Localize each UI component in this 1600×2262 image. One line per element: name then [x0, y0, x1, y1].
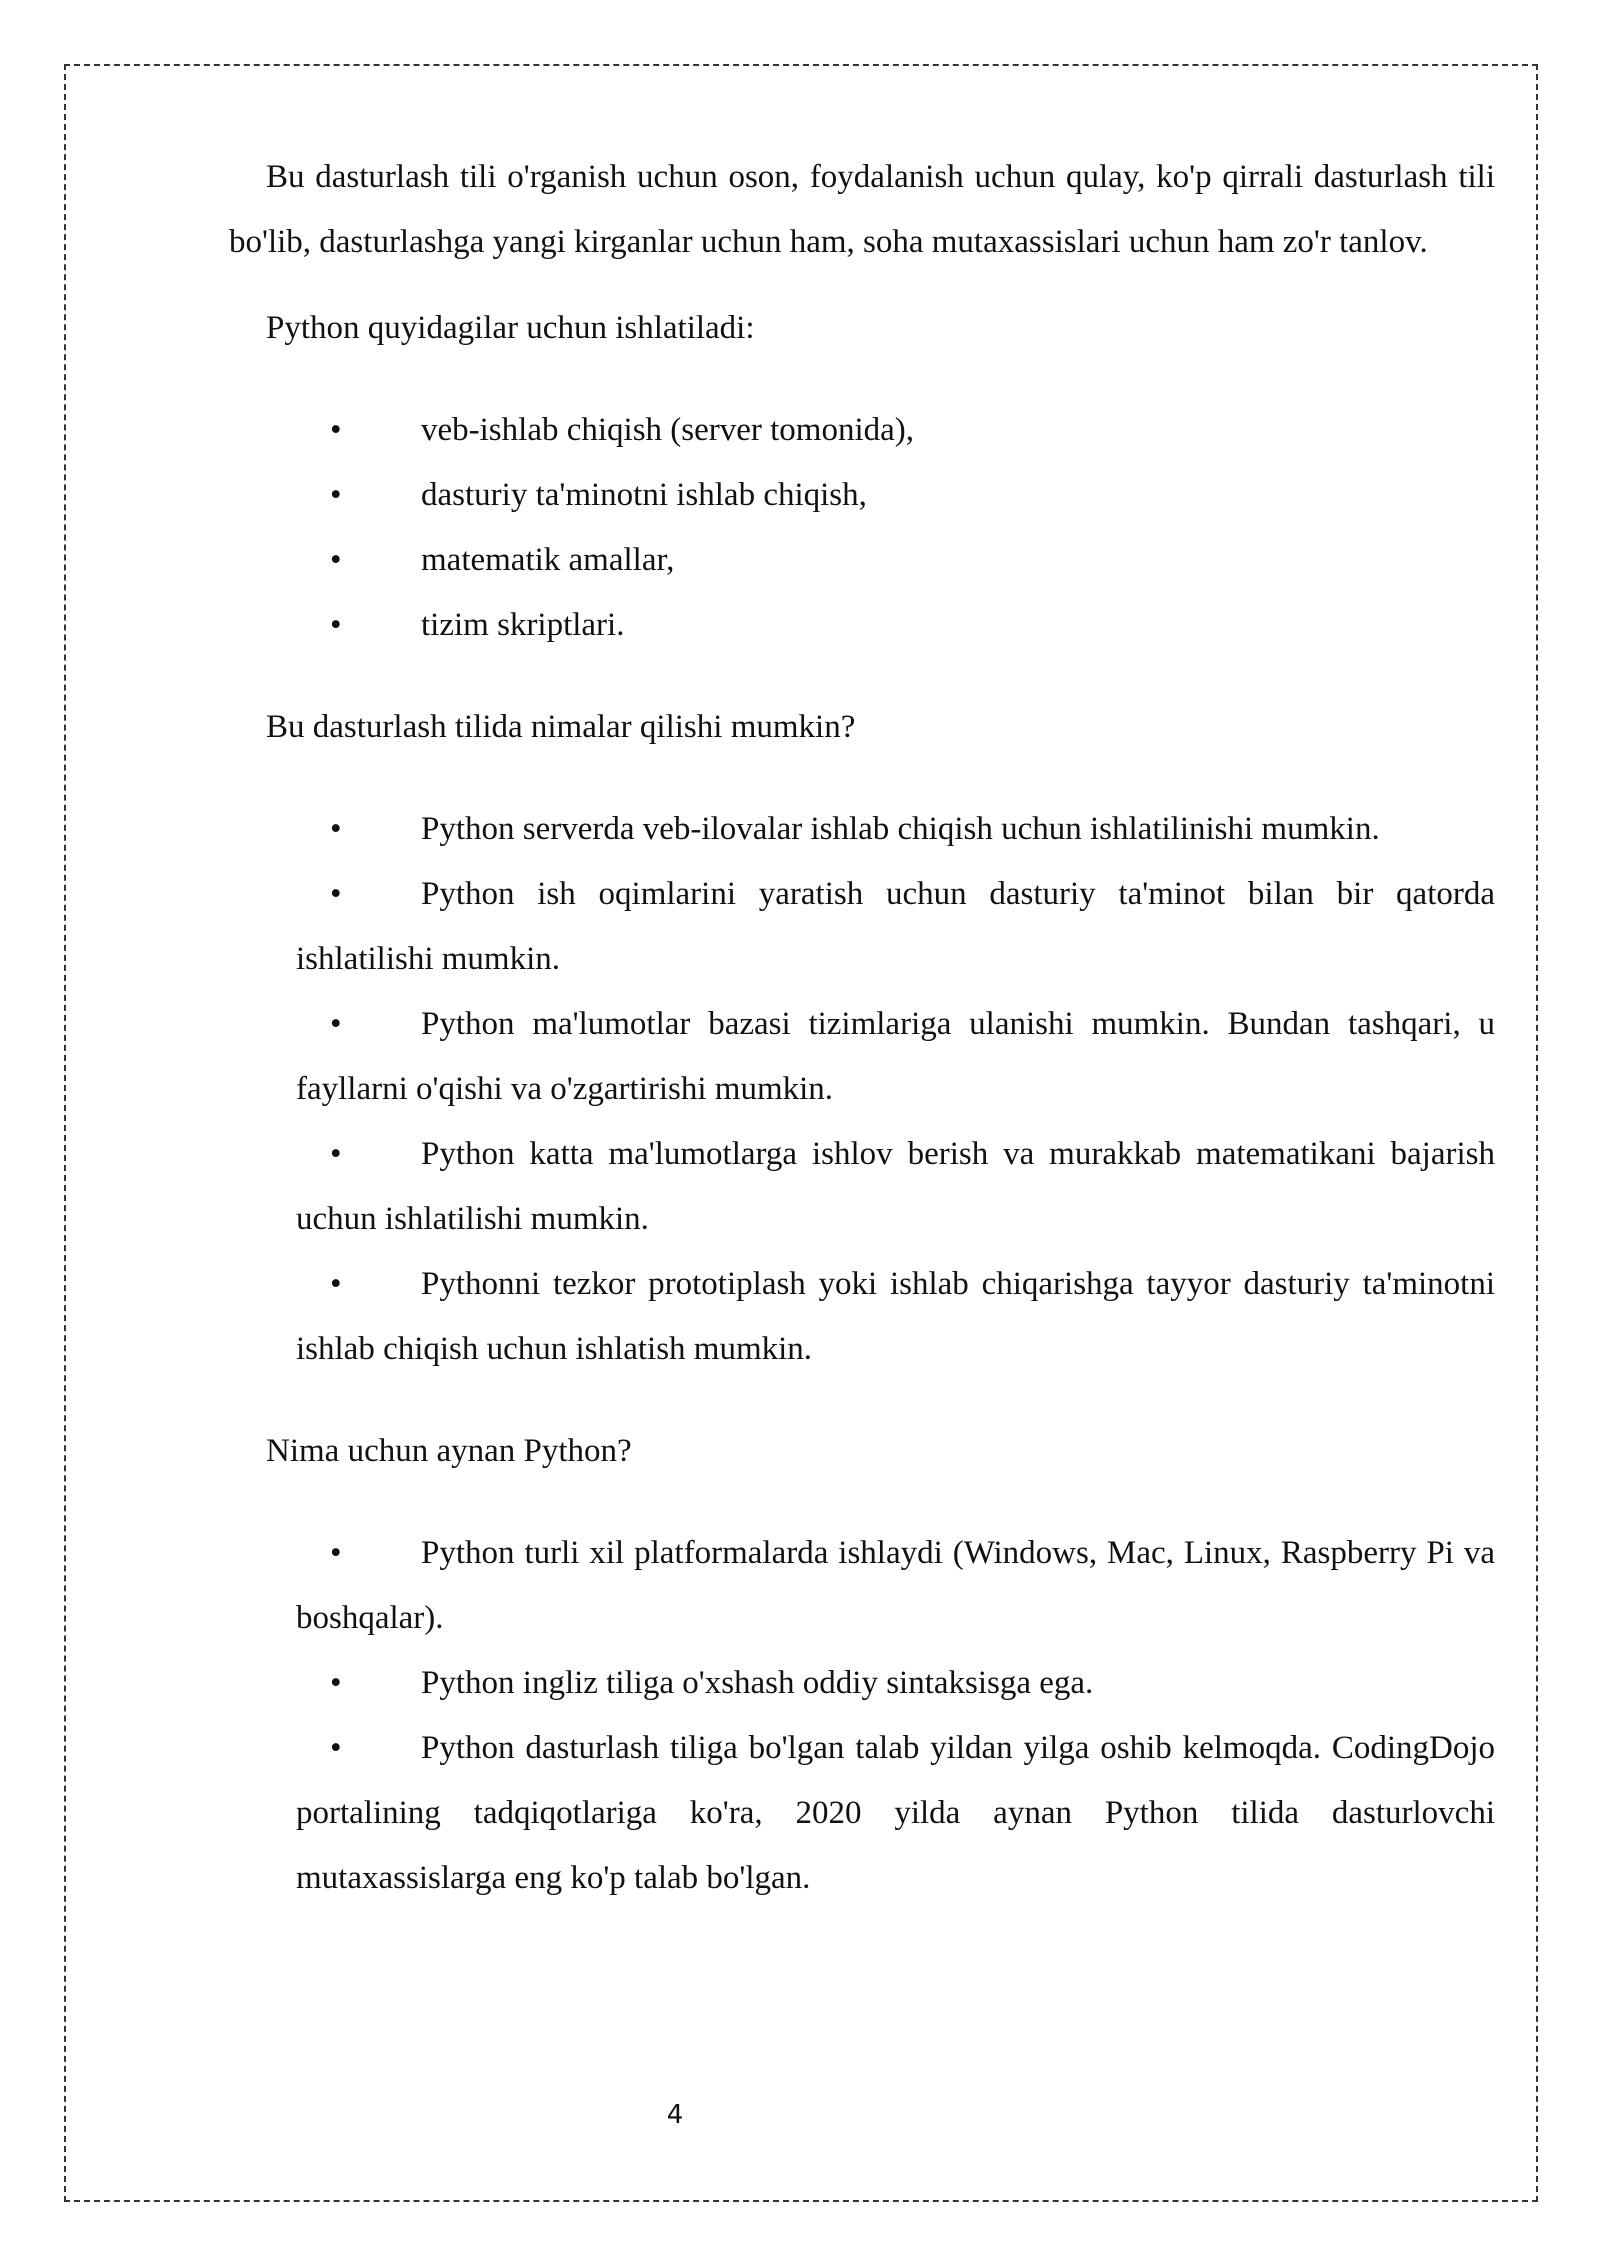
bullet-icon: • — [330, 1730, 342, 1766]
list-item-text: Python ish oqimlarini yaratish uchun dasturiy ta'minot bilan bir qatorda ishlatilishi mumkin. — [296, 876, 1495, 977]
bullet-icon: • — [330, 876, 342, 912]
bullet-icon: • — [330, 1136, 342, 1172]
capabilities-list — [229, 797, 1495, 1382]
list-item: • tizim skriptlari. — [229, 593, 1495, 658]
list-item-text: Python ingliz tiliga o'xshash oddiy sintaksisga ega. — [421, 1665, 1094, 1701]
bullet-icon: • — [330, 1665, 342, 1701]
list-item — [296, 1252, 1495, 1382]
list-item: • veb-ishlab chiqish (server tomonida), — [229, 398, 1495, 463]
list-item: • matematik amallar, — [229, 528, 1495, 593]
list-item — [296, 862, 1495, 992]
list-item-text: Python dasturlash tiliga bo'lgan talab yildan yilga oshib kelmoqda. CodingDojo portalining tadqiqotlariga ko'ra, 2020 yilda aynan Python tilida dasturlovchi mutaxassislarga eng ko'p talab bo'lgan. — [296, 1730, 1495, 1896]
list-item-text: Python katta ma'lumotlarga ishlov berish va murakkab matematikani bajarish uchun ishlatilishi mumkin. — [296, 1136, 1495, 1237]
document-body — [229, 145, 1495, 1911]
list-item — [296, 1521, 1495, 1651]
intro-paragraph: Bu dasturlash tili o'rganish uchun oson, foydalanish uchun qulay, ko'p qirrali dasturlash tili bo'lib, dasturlashga yangi kirganlar uchun ham, soha mutaxassislari uchun ham zo'r tanlov. — [229, 159, 1495, 260]
why-python-list — [229, 1521, 1495, 1911]
bullet-icon: • — [330, 1266, 342, 1302]
list-item-text: Python turli xil platformalarda ishlaydi (Windows, Mac, Linux, Raspberry Pi va boshqalar). — [296, 1535, 1495, 1636]
list-item — [296, 1651, 1495, 1716]
section-heading-uses: Python quyidagilar uchun ishlatiladi: — [266, 310, 755, 346]
bullet-icon: • — [330, 1006, 342, 1042]
bullet-icon: • — [330, 1535, 342, 1571]
list-item: • dasturiy ta'minotni ishlab chiqish, — [229, 463, 1495, 528]
section-heading-why-python: Nima uchun aynan Python? — [266, 1433, 632, 1469]
list-item — [296, 1716, 1495, 1911]
uses-list — [229, 398, 1495, 658]
list-item — [296, 992, 1495, 1122]
list-item — [296, 1122, 1495, 1252]
list-item-text: Python serverda veb-ilovalar ishlab chiqish uchun ishlatilinishi mumkin. — [421, 811, 1380, 847]
bullet-icon: • — [330, 811, 342, 847]
list-item-text: Python ma'lumotlar bazasi tizimlariga ulanishi mumkin. Bundan tashqari, u fayllarni o'qishi va o'zgartirishi mumkin. — [296, 1006, 1495, 1107]
section-heading-capabilities: Bu dasturlash tilida nimalar qilishi mumkin? — [266, 709, 856, 745]
list-item — [296, 797, 1495, 862]
list-item-text: Pythonni tezkor prototiplash yoki ishlab chiqarishga tayyor dasturiy ta'minotni ishlab chiqish uchun ishlatish mumkin. — [296, 1266, 1495, 1367]
page-number: 4 — [666, 2100, 684, 2130]
